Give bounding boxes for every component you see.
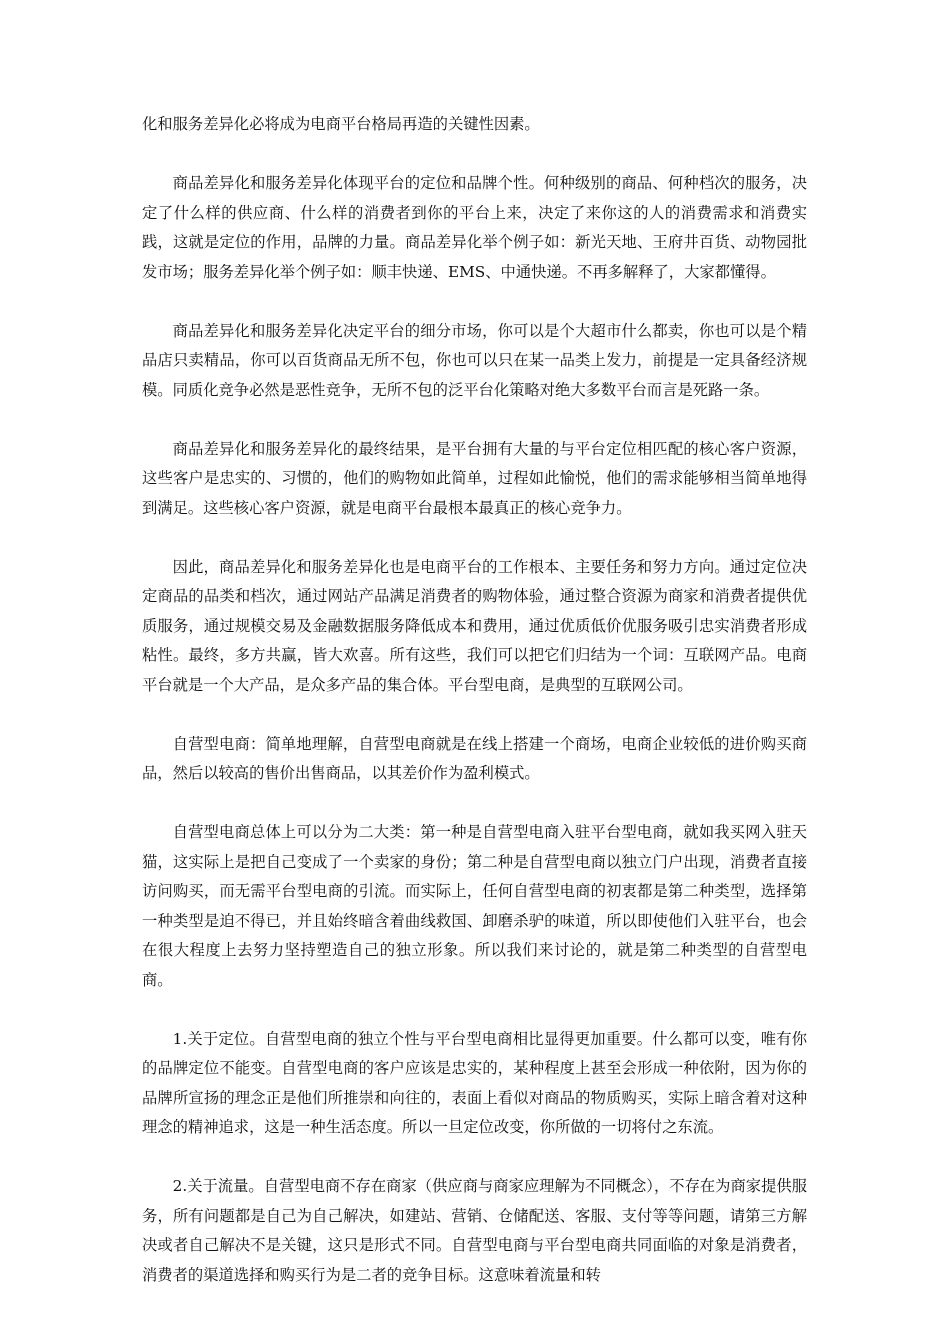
paragraph-8: 1.关于定位。自营型电商的独立个性与平台型电商相比显得更加重要。什么都可以变，唯有你的品牌定位不能变。自营型电商的客户应该是忠实的，某种程度上甚至会形成一种依附，因为你的品牌所宣扬的理念正是他们所推崇和向往的，表面上看似对商品的物质购买，实际上暗含着对这种理念的精神追求，这是一种生活态度。所以一旦定位改变，你所做的一切将付之东流。 xyxy=(142,1029,807,1136)
paragraph-7: 自营型电商总体上可以分为二大类：第一种是自营型电商入驻平台型电商，就如我买网入驻天猫，这实际上是把自己变成了一个卖家的身份；第二种是自营型电商以独立门户出现，消费者直接访问购买，而无需平台型电商的引流。而实际上，任何自营型电商的初衷都是第二种类型，选择第一种类型是迫不得已，并且始终暗含着曲线救国、卸磨杀驴的味道，所以即使他们入驻平台，也会在很大程度上去努力坚持塑造自己的独立形象。所以我们来讨论的，就是第二种类型的自营型电商。 xyxy=(142,823,807,989)
paragraph-5: 因此，商品差异化和服务差异化也是电商平台的工作根本、主要任务和努力方向。通过定位决定商品的品类和档次，通过网站产品满足消费者的购物体验，通过整合资源为商家和消费者提供优质服务，通过规模交易及金融数据服务降低成本和费用，通过优质低价优服务吸引忠实消费者形成粘性。最终，多方共赢，皆大欢喜。所有这些，我们可以把它们归结为一个词：互联网产品。电商平台就是一个大产品，是众多产品的集合体。平台型电商，是典型的互联网公司。 xyxy=(142,557,807,694)
paragraph-3: 商品差异化和服务差异化决定平台的细分市场，你可以是个大超市什么都卖，你也可以是个精品店只卖精品，你可以百货商品无所不包，你也可以只在某一品类上发力，前提是一定具备经济规模。同质化竞争必然是恶性竞争，无所不包的泛平台化策略对绝大多数平台而言是死路一条。 xyxy=(142,321,807,399)
paragraph-1: 化和服务差异化必将成为电商平台格局再造的关键性因素。 xyxy=(142,115,540,133)
paragraph-2: 商品差异化和服务差异化体现平台的定位和品牌个性。何种级别的商品、何种档次的服务，决定了什么样的供应商、什么样的消费者到你的平台上来，决定了来你这的人的消费需求和消费实践，这就是定位的作用，品牌的力量。商品差异化举个例子如：新光天地、王府井百货、动物园批发市场；服务差异化举个例子如：顺丰快递、EMS、中通快递。不再多解释了，大家都懂得。 xyxy=(142,174,807,281)
paragraph-4: 商品差异化和服务差异化的最终结果，是平台拥有大量的与平台定位相匹配的核心客户资源，这些客户是忠实的、习惯的，他们的购物如此简单，过程如此愉悦，他们的需求能够相当简单地得到满足。这些核心客户资源，就是电商平台最根本最真正的核心竞争力。 xyxy=(142,439,807,517)
document-body xyxy=(142,110,807,1320)
paragraph-6: 自营型电商：简单地理解，自营型电商就是在线上搭建一个商场，电商企业较低的进价购买商品，然后以较高的售价出售商品，以其差价作为盈利模式。 xyxy=(142,734,807,782)
paragraph-9: 2.关于流量。自营型电商不存在商家（供应商与商家应理解为不同概念），不存在为商家提供服务，所有问题都是自己为自己解决，如建站、营销、仓储配送、客服、支付等等问题，请第三方解决或者自己解决不是关键，这只是形式不同。自营型电商与平台型电商共同面临的对象是消费者，消费者的渠道选择和购买行为是二者的竞争目标。这意味着流量和转 xyxy=(142,1177,807,1284)
